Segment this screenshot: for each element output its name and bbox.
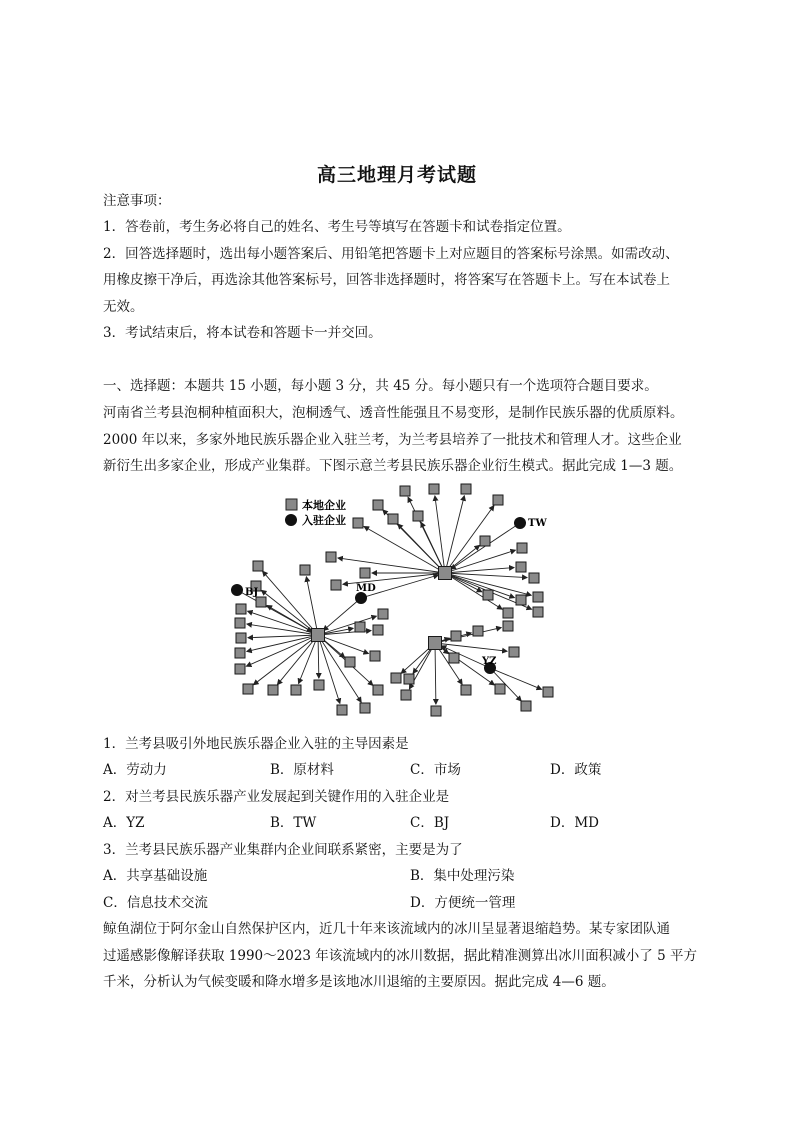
local-enterprise-node [373, 625, 383, 635]
local-enterprise-node [429, 484, 439, 494]
local-enterprise-node [483, 590, 493, 600]
local-enterprise-node [503, 608, 513, 618]
local-enterprise-node [345, 657, 355, 667]
q1-stem: 1．兰考县吸引外地民族乐器企业入驻的主导因素是 [103, 736, 409, 752]
local-enterprise-node [431, 706, 441, 716]
diagram-edges [237, 496, 542, 704]
q1-option-a: A．劳动力 [103, 762, 167, 778]
legend-local-label: 本地企业 [302, 499, 346, 512]
local-enterprise-node [495, 684, 505, 694]
legend-incoming-swatch [285, 514, 297, 526]
q3-stem: 3．兰考县民族乐器产业集群内企业间联系紧密，主要是为了 [103, 842, 463, 858]
local-enterprise-node [517, 543, 527, 553]
q3-option-d: D．方便统一管理 [410, 895, 516, 911]
edge-derivation [445, 496, 464, 573]
q2-stem: 2．对兰考县民族乐器产业发展起到关键作用的入驻企业是 [103, 789, 450, 805]
local-enterprise-node [235, 664, 245, 674]
edge-derivation [318, 635, 368, 654]
q2-option-d: D．MD [550, 815, 599, 831]
enterprise-derivation-diagram [228, 483, 558, 723]
q3-option-c: C．信息技术交流 [103, 895, 208, 911]
incoming-enterprise-tw-node [514, 517, 526, 529]
local-enterprise-node [533, 607, 543, 617]
local-enterprise-node [449, 653, 459, 663]
incoming-enterprise-bj-node [231, 584, 243, 596]
node-label-tw: TW [528, 518, 547, 529]
edge-derivation [435, 643, 507, 651]
local-enterprise-node [516, 595, 526, 605]
local-enterprise-node [256, 597, 266, 607]
q2-option-a: A．YZ [103, 815, 145, 831]
local-enterprise-node [373, 500, 383, 510]
local-enterprise-node [243, 684, 253, 694]
q2-option-c: C．BJ [410, 815, 450, 831]
notice-item-2-line-2: 用橡皮擦干净后，再选涂其他答案标号，回答非选择题时，将答案写在答题卡上。写在本试卷上 [103, 272, 670, 288]
local-enterprise-node [360, 703, 370, 713]
local-enterprise-node [391, 673, 401, 683]
local-enterprise-node [253, 561, 263, 571]
local-enterprise-node [503, 621, 513, 631]
local-enterprise-node [360, 568, 370, 578]
local-enterprise-node [314, 680, 324, 690]
local-enterprise-node [337, 705, 347, 715]
section-heading: 一、选择题：本题共 15 小题，每小题 3 分，共 45 分。每小题只有一个选项符合题目要求。 [103, 378, 658, 394]
local-enterprise-node [370, 651, 380, 661]
local-enterprise-hub-node [312, 629, 325, 642]
edge-derivation [445, 568, 514, 573]
local-enterprise-node [461, 484, 471, 494]
q3-option-b: B．集中处理污染 [410, 868, 515, 884]
local-enterprise-node [300, 565, 310, 575]
q3-option-a: A．共享基础设施 [103, 868, 208, 884]
notice-item-3: 3．考试结束后，将本试卷和答题卡一并交回。 [103, 325, 382, 341]
diagram-nodes [231, 484, 553, 716]
q1-option-c: C．市场 [410, 762, 461, 778]
local-enterprise-node [543, 687, 553, 697]
edge-derivation [445, 550, 515, 573]
local-enterprise-node [509, 647, 519, 657]
notice-item-2-line-3: 无效。 [103, 299, 144, 315]
local-enterprise-node [326, 552, 336, 562]
local-enterprise-node [291, 685, 301, 695]
local-enterprise-node [451, 631, 461, 641]
passage-2-line-2: 过遥感影像解译获取 1990～2023 年该流域内的冰川数据，据此精准测算出冰川面积减小了 5 平方 [103, 948, 697, 964]
edge-derivation [398, 524, 445, 573]
passage-2-line-3: 千米，分析认为气候变暖和降水增多是该地冰川退缩的主要原因。据此完成 4—6 题。 [103, 974, 615, 990]
page-title: 高三地理月考试题 [316, 164, 477, 186]
notice-item-1: 1．答卷前，考生务必将自己的姓名、考生号等填写在答题卡和试卷指定位置。 [103, 219, 571, 235]
q1-option-b: B．原材料 [270, 762, 334, 778]
edge-derivation [338, 558, 445, 573]
local-enterprise-node [516, 562, 526, 572]
local-enterprise-node [521, 701, 531, 711]
legend-incoming-label: 入驻企业 [302, 514, 346, 527]
edge-derivation [306, 577, 318, 635]
local-enterprise-node [529, 573, 539, 583]
edge-derivation [435, 643, 436, 704]
local-enterprise-node [236, 604, 246, 614]
local-enterprise-node [378, 609, 388, 619]
local-enterprise-hub-node [429, 637, 442, 650]
q2-option-b: B．TW [270, 815, 317, 831]
local-enterprise-node [480, 536, 490, 546]
local-enterprise-hub-node [439, 567, 452, 580]
edge-derivation [364, 526, 445, 573]
node-label-md: MD [356, 583, 376, 594]
local-enterprise-node [461, 685, 471, 695]
local-enterprise-node [355, 622, 365, 632]
local-enterprise-node [373, 685, 383, 695]
passage-1-line-3: 新衍生出多家企业，形成产业集群。下图示意兰考县民族乐器企业衍生模式。据此完成 1—3 题。 [103, 458, 683, 474]
edge-derivation [277, 635, 318, 685]
local-enterprise-node [413, 511, 423, 521]
edge-derivation [261, 590, 318, 635]
notice-item-2-line-1: 2．回答选择题时，选出每小题答案后、用铅笔把答题卡上对应题目的答案标号涂黑。如需改动、 [103, 246, 679, 262]
node-label-bj: BJ [245, 587, 259, 598]
passage-1-line-1: 河南省兰考县泡桐种植面积大，泡桐透气、透音性能强且不易变形，是制作民族乐器的优质原料。 [103, 405, 684, 421]
local-enterprise-node [331, 580, 341, 590]
passage-2-line-1: 鲸鱼湖位于阿尔金山自然保护区内，近几十年来该流域内的冰川呈显著退缩趋势。某专家团队通 [103, 921, 670, 937]
edge-derivation [435, 628, 501, 643]
local-enterprise-node [473, 626, 483, 636]
local-enterprise-node [404, 674, 414, 684]
node-label-yz: YZ [482, 656, 497, 667]
passage-1-line-2: 2000 年以来，多家外地民族乐器企业入驻兰考，为兰考县培养了一批技术和管理人才。这些企业 [103, 432, 682, 448]
local-enterprise-node [235, 618, 245, 628]
local-enterprise-node [268, 685, 278, 695]
local-enterprise-node [235, 648, 245, 658]
notice-heading: 注意事项： [103, 193, 171, 209]
local-enterprise-node [401, 690, 411, 700]
local-enterprise-node [533, 592, 543, 602]
local-enterprise-node [493, 495, 503, 505]
edge-derivation [445, 573, 502, 609]
q1-option-d: D．政策 [550, 762, 602, 778]
local-enterprise-node [400, 486, 410, 496]
legend-local-swatch [286, 499, 297, 510]
local-enterprise-node [388, 514, 398, 524]
local-enterprise-node [353, 518, 363, 528]
local-enterprise-node [236, 633, 246, 643]
